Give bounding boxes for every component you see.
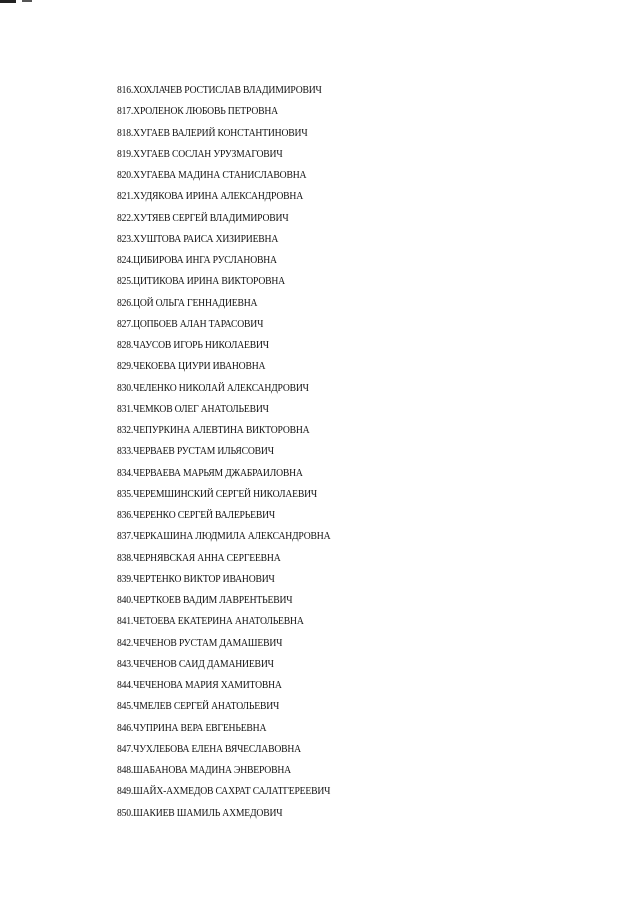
- list-item: 835.ЧЕРЕМШИНСКИЙ СЕРГЕЙ НИКОЛАЕВИЧ: [117, 488, 318, 500]
- list-item: 824.ЦИБИРОВА ИНГА РУСЛАНОВНА: [117, 255, 277, 266]
- list-item: 819.ХУГАЕВ СОСЛАН УРУЗМАГОВИЧ: [117, 148, 283, 160]
- list-item: 816.ХОХЛАЧЕВ РОСТИСЛАВ ВЛАДИМИРОВИЧ: [117, 85, 322, 96]
- list-item: 829.ЧЕКОЕВА ЦИУРИ ИВАНОВНА: [117, 361, 266, 373]
- list-item: 833.ЧЕРВАЕВ РУСТАМ ИЛЬЯСОВИЧ: [117, 446, 274, 458]
- list-item: 841.ЧЕТОЕВА ЕКАТЕРИНА АНАТОЛЬЕВНА: [117, 616, 304, 628]
- name-list: [117, 84, 346, 828]
- list-item: 830.ЧЕЛЕНКО НИКОЛАЙ АЛЕКСАНДРОВИЧ: [117, 382, 309, 394]
- list-item: 832.ЧЕПУРКИНА АЛЕВТИНА ВИКТОРОВНА: [117, 425, 310, 436]
- list-item: 818.ХУГАЕВ ВАЛЕРИЙ КОНСТАНТИНОВИЧ: [117, 127, 308, 139]
- list-item: 846.ЧУПРИНА ВЕРА ЕВГЕНЬЕВНА: [117, 722, 267, 734]
- list-item: 845.ЧМЕЛЕВ СЕРГЕЙ АНАТОЛЬЕВИЧ: [117, 701, 280, 713]
- list-item: 828.ЧАУСОВ ИГОРЬ НИКОЛАЕВИЧ: [117, 340, 269, 351]
- list-item: 823.ХУШТОВА РАИСА ХИЗИРИЕВНА: [117, 233, 279, 245]
- list-item: 850.ШАКИЕВ ШАМИЛЬ АХМЕДОВИЧ: [117, 807, 283, 819]
- list-item: 848.ШАБАНОВА МАДИНА ЭНВЕРОВНА: [117, 765, 291, 776]
- list-item: 817.ХРОЛЕНОК ЛЮБОВЬ ПЕТРОВНА: [117, 106, 278, 118]
- list-item: 844.ЧЕЧЕНОВА МАРИЯ ХАМИТОВНА: [117, 680, 282, 691]
- list-item: 839.ЧЕРТЕНКО ВИКТОР ИВАНОВИЧ: [117, 573, 275, 585]
- list-item: 849.ШАЙХ-АХМЕДОВ САХРАТ САЛАТГЕРЕЕВИЧ: [117, 786, 331, 798]
- scan-corner-mark: [0, 0, 16, 3]
- list-item: 820.ХУГАЕВА МАДИНА СТАНИСЛАВОВНА: [117, 170, 307, 181]
- list-item: 847.ЧУХЛЕБОВА ЕЛЕНА ВЯЧЕСЛАВОВНА: [117, 743, 301, 755]
- list-item: 831.ЧЕМКОВ ОЛЕГ АНАТОЛЬЕВИЧ: [117, 403, 269, 415]
- list-item: 825.ЦИТИКОВА ИРИНА ВИКТОРОВНА: [117, 276, 285, 288]
- list-item: 842.ЧЕЧЕНОВ РУСТАМ ДАМАШЕВИЧ: [117, 637, 283, 649]
- scan-corner-mark: [22, 0, 32, 2]
- list-item: 826.ЦОЙ ОЛЬГА ГЕННАДИЕВНА: [117, 297, 258, 309]
- list-item: 834.ЧЕРВАЕВА МАРЬЯМ ДЖАБРАИЛОВНА: [117, 467, 303, 479]
- list-item: 836.ЧЕРЕНКО СЕРГЕЙ ВАЛЕРЬЕВИЧ: [117, 510, 275, 521]
- list-item: 827.ЦОПБОЕВ АЛАН ТАРАСОВИЧ: [117, 318, 264, 330]
- list-item: 821.ХУДЯКОВА ИРИНА АЛЕКСАНДРОВНА: [117, 191, 303, 203]
- list-item: 822.ХУТЯЕВ СЕРГЕЙ ВЛАДИМИРОВИЧ: [117, 212, 289, 224]
- list-item: 838.ЧЕРНЯВСКАЯ АННА СЕРГЕЕВНА: [117, 552, 281, 564]
- list-item: 837.ЧЕРКАШИНА ЛЮДМИЛА АЛЕКСАНДРОВНА: [117, 531, 331, 543]
- list-item: 843.ЧЕЧЕНОВ САИД ДАМАНИЕВИЧ: [117, 658, 274, 670]
- list-item: 840.ЧЕРТКОЕВ ВАДИМ ЛАВРЕНТЬЕВИЧ: [117, 595, 293, 606]
